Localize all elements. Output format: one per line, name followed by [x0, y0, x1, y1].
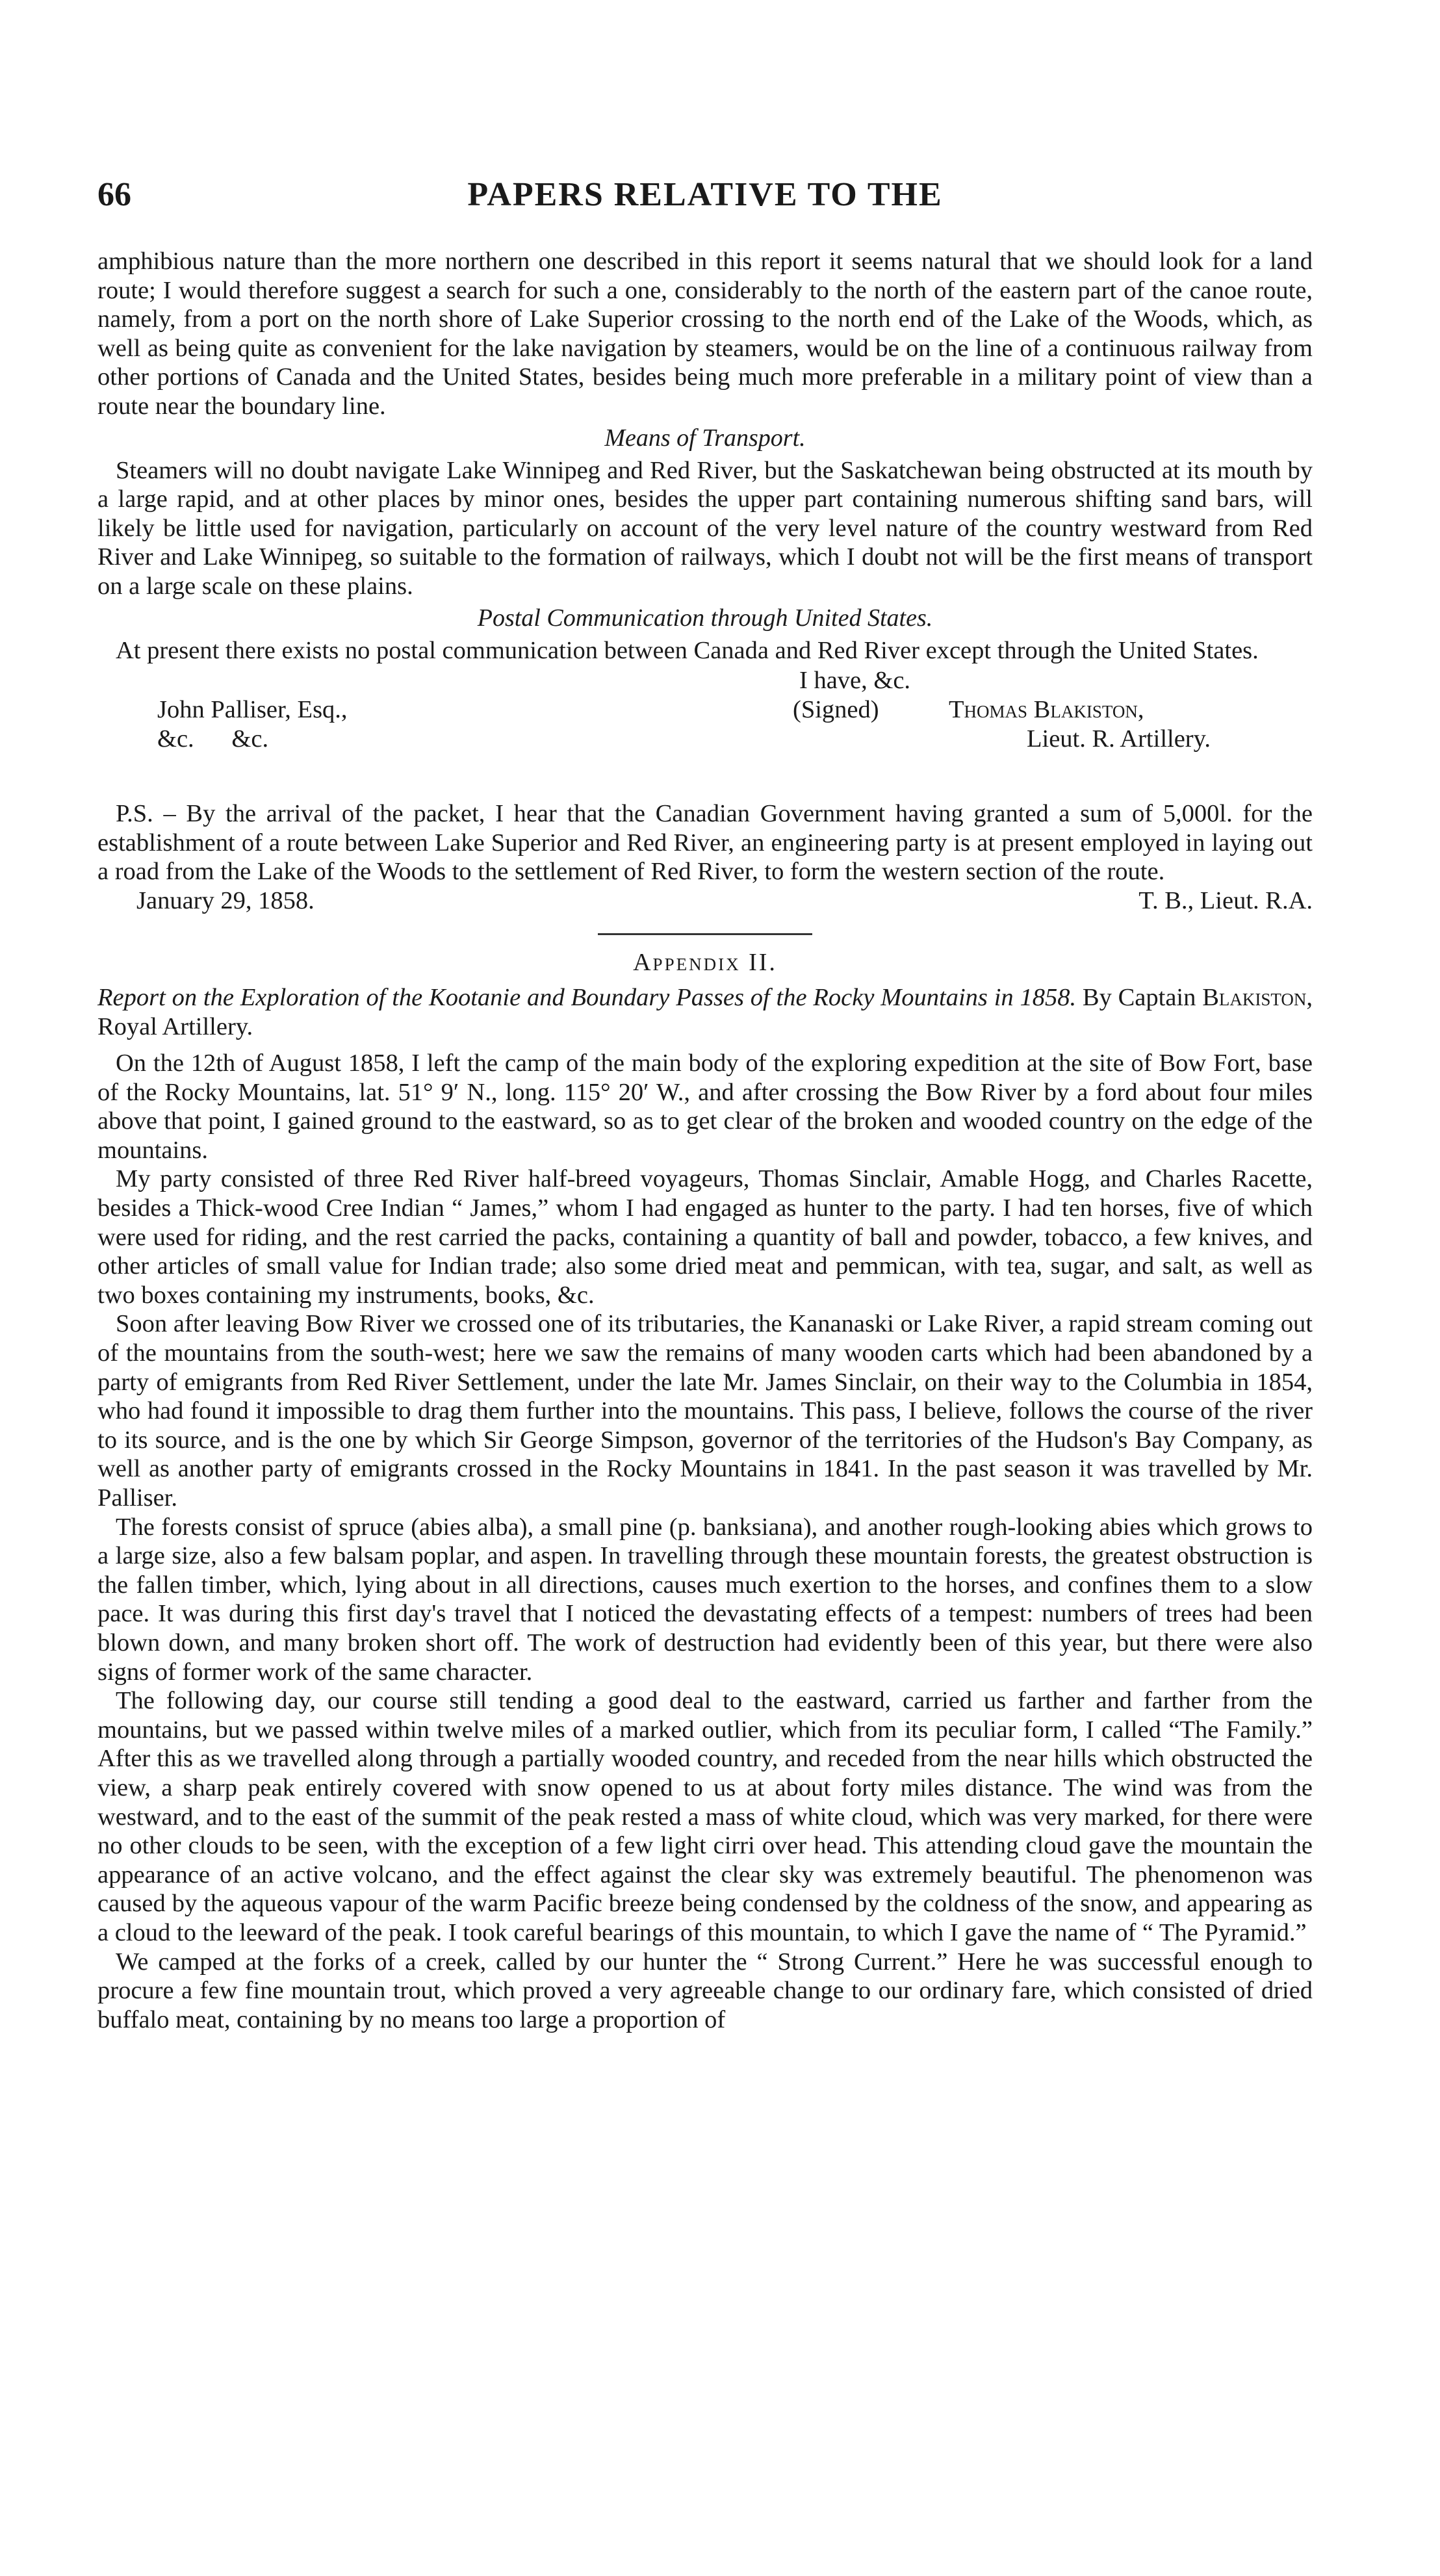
appendix-label: Appendix II.: [633, 948, 777, 976]
document-page: [97, 175, 1313, 2034]
signatory-rank: Lieut. R. Artillery.: [1027, 725, 1211, 753]
appendix-paragraph-6: We camped at the forks of a creek, called by our hunter the “ Strong Current.” Here he was successful enough to procure a few fine mountain trout, which proved a very agreeable change to our ordinary fare, which consisted of dried buffalo meat, containing by no means too large a proportion of: [97, 1948, 1313, 2033]
section-heading-transport: Means of Transport.: [604, 424, 806, 452]
appendix-paragraph-4: The forests consist of spruce (abies alba), a small pine (p. banksiana), and another rough-looking abies which grows to a large size, also a few balsam poplar, and aspen. In travelling through these mountain forests, the greatest obstruction is the fallen timber, which, lying about in all directions, causes much exertion to the horses, and confines them to a slow pace. It was during this first day's travel that I noticed the devastating effects of a tempest: numbers of trees had been blown down, and many broken short off. The work of destruction had evidently been of this year, but there were also signs of former work of the same character.: [97, 1513, 1313, 1686]
addressee-name: John Palliser, Esq.,: [157, 696, 348, 724]
report-title-by: By Captain: [1076, 983, 1203, 1011]
appendix-paragraph-2: My party consisted of three Red River half-breed voyageurs, Thomas Sinclair, Amable Hogg, and Charles Racette, besides a Thick-wood Cree Indian “ James,” whom I had engaged as hunter to the party. I had ten horses, five of which were used for riding, and the rest carried the packs, containing a quantity of ball and powder, tobacco, a few knives, and other articles of small value for Indian trade; also some dried meat and pemmican, with tea, sugar, and salt, as well as two boxes containing my instruments, books, &c.: [97, 1165, 1313, 1309]
appendix-paragraph-3: Soon after leaving Bow River we crossed one of its tributaries, the Kananaski or Lake River, a rapid stream coming out of the mountains from the south-west; here we saw the remains of many wooden carts which had been abandoned by a party of emigrants from Red River Settlement, under the late Mr. James Sinclair, on their way to the Columbia in 1854, who had found it impossible to drag them further into the mountains. This pass, I believe, follows the course of the river to its source, and is the one by which Sir George Simpson, governor of the territories of the Hudson's Bay Company, as well as another party of emigrants crossed in the Rocky Mountains in 1841. In the past season it was travelled by Mr. Palliser.: [97, 1310, 1313, 1512]
page-header: [97, 175, 1313, 221]
transport-paragraph: Steamers will no doubt navigate Lake Winnipeg and Red River, but the Saskatchewan being obstructed at its mouth by a large rapid, and at other places by minor ones, besides the upper part containing numerous shifting sand bars, will likely be little used for navigation, particularly on account of the very level nature of the country westward from Red River and Lake Winnipeg, so suitable to the formation of railways, which I doubt not will be the first means of transport on a large scale on these plains.: [97, 456, 1313, 600]
postscript-date: January 29, 1858.: [136, 886, 315, 914]
report-title-suffix: , Royal Artillery.: [97, 983, 1313, 1040]
signoff-i-have: I have, &c.: [799, 667, 911, 695]
report-title-italic: Report on the Exploration of the Kootanie and Boundary Passes of the Rocky Mountains in 1858.: [97, 983, 1077, 1011]
signatory-name: Thomas Blakiston,: [949, 696, 1144, 724]
section-divider: [598, 933, 812, 935]
postscript-initials: T. B., Lieut. R.A.: [1138, 886, 1313, 914]
running-head: PAPERS RELATIVE TO THE: [467, 176, 943, 213]
appendix-paragraph-1: On the 12th of August 1858, I left the camp of the main body of the exploring expedition at the site of Bow Fort, base of the Rocky Mountains, lat. 51° 9′ N., long. 115° 20′ W., and after crossing the Bow River by a ford about four miles above that point, I gained ground to the eastward, so as to get clear of the broken and wooded country on the edge of the mountains.: [97, 1050, 1313, 1164]
report-title: [97, 983, 1313, 1041]
appendix-paragraph-5: The following day, our course still tending a good deal to the eastward, carried us farther and farther from the mountains, but we passed within twelve miles of a marked outlier, which from its peculiar form, I called “The Family.” After this as we travelled along through a partially wooded country, and receded from the near hills which obstructed the view, a sharp peak entirely covered with snow opened to us at about forty miles distance. The wind was from the westward, and to the east of the summit of the peak rested a mass of white cloud, which was very marked, for there were no other clouds to be seen, with the exception of a few light cirri over head. This attending cloud gave the mountain the appearance of an active volcano, and the effect against the clear sky was extremely beautiful. The phenomenon was caused by the aqueous vapour of the warm Pacific breeze being condensed by the coldness of the snow, and appearing as a cloud to the leeward of the peak. I took careful bearings of this mountain, to which I gave the name of “ The Pyramid.”: [97, 1687, 1313, 1946]
postscript-dateline: [97, 886, 1313, 916]
letter-signoff: [97, 666, 1313, 754]
report-author: Blakiston: [1202, 983, 1307, 1011]
section-heading-postal: Postal Communication through United States.: [477, 604, 933, 632]
addressee-etc: &c. &c.: [157, 725, 269, 753]
postal-paragraph: At present there exists no postal communication between Canada and Red River except through the United States.: [116, 636, 1259, 664]
postscript-paragraph: P.S. – By the arrival of the packet, I hear that the Canadian Government having granted a sum of 5,000l. for the establishment of a route between Lake Superior and Red River, an engineering party is at present employed in laying out a road from the Lake of the Woods to the settlement of Red River, to form the western section of the route.: [97, 800, 1313, 886]
signed-label: (Signed): [793, 696, 879, 724]
intro-paragraph: amphibious nature than the more northern one described in this report it seems natural that we should look for a land route; I would therefore suggest a search for such a one, considerably to the north of the eastern part of the canoe route, namely, from a port on the north shore of Lake Superior crossing to the north end of the Lake of the Woods, which, as well as being quite as convenient for the lake navigation by steamers, would be on the line of a continuous railway from other portions of Canada and the United States, besides being much more preferable in a military point of view than a route near the boundary line.: [97, 248, 1313, 420]
page-number: 66: [97, 176, 131, 213]
